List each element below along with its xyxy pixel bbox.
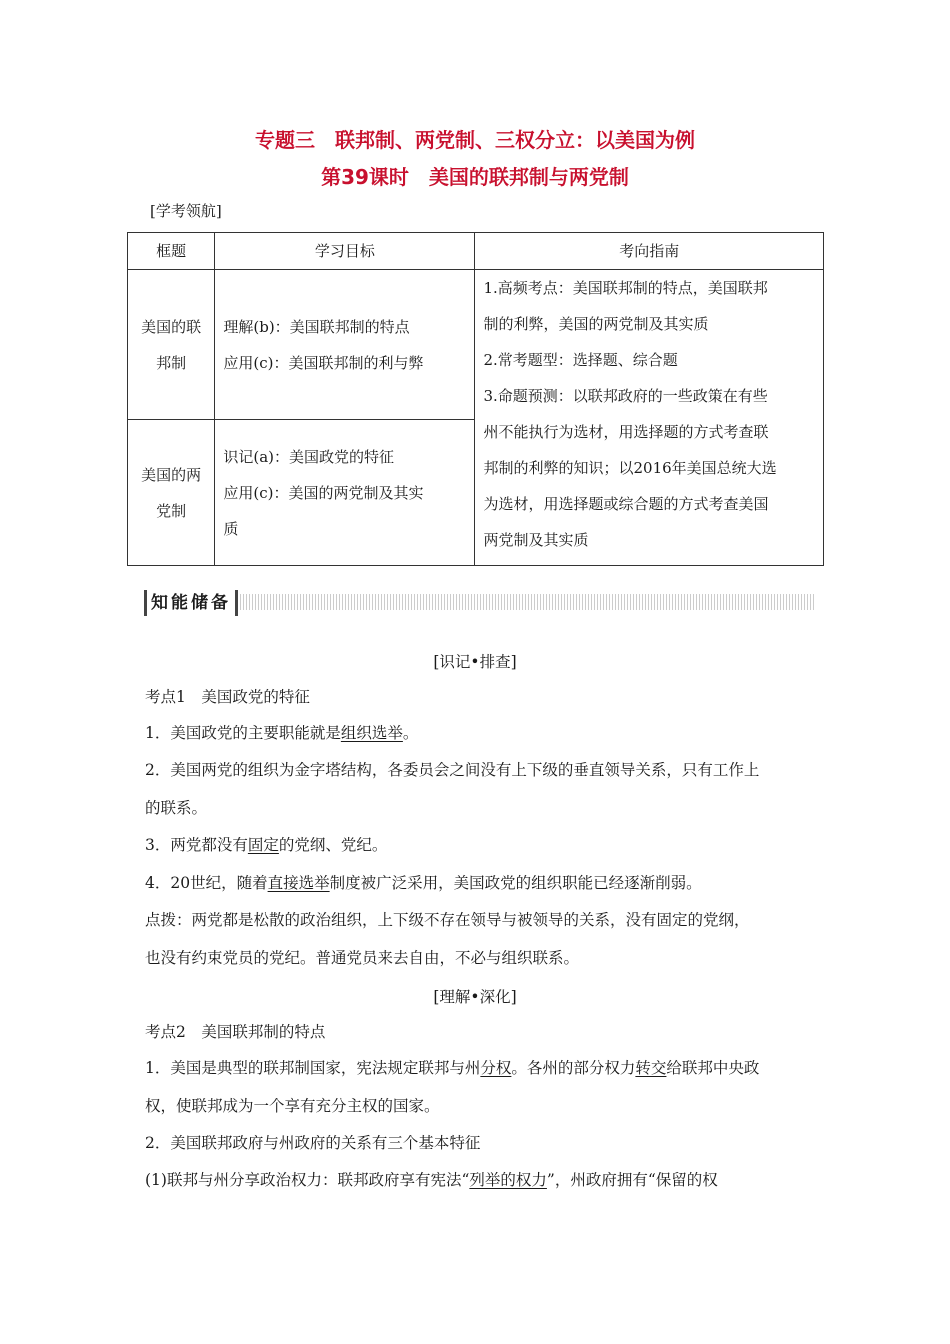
key-term: 固定 — [247, 836, 279, 854]
col-header-topic: 框题 — [128, 233, 215, 270]
list-item: 1．美国政党的主要职能就是组织选举。 — [145, 724, 419, 742]
tip-text: 点拨：两党都是松散的政治组织，上下级不存在领导与被领导的关系，没有固定的党纲， — [145, 911, 750, 929]
goals-cell — [215, 270, 475, 420]
guide-line: 3.命题预测：以联邦政府的一些政策在有些 — [483, 387, 768, 405]
knowledge-banner — [144, 590, 814, 616]
goals-cell — [215, 420, 475, 566]
sub-item: (1)联邦与州分享政治权力：联邦政府享有宪法“列举的权力”，州政府拥有“保留的权 — [145, 1171, 718, 1189]
guide-line: 1.高频考点：美国联邦制的特点，美国联邦 — [483, 279, 768, 297]
point-title: 考点1 美国政党的特征 — [145, 688, 310, 706]
tip-text-continued: 也没有约束党员的党纪。普通党员来去自由，不必与组织联系。 — [145, 949, 580, 967]
point-title: 考点2 美国联邦制的特点 — [145, 1023, 326, 1041]
topic-line: 党制 — [156, 501, 187, 520]
topic-cell — [128, 420, 215, 566]
guide-line: 两党制及其实质 — [483, 531, 589, 549]
guide-line: 为选材，用选择题或综合题的方式考查美国 — [483, 495, 769, 513]
key-term: 直接选举 — [267, 874, 330, 892]
banner-label: 知能储备 — [144, 590, 238, 616]
exam-guide-cell — [475, 270, 824, 566]
list-item: 3．两党都没有固定的党纲、党纪。 — [145, 836, 388, 854]
key-term: 组织选举 — [340, 724, 403, 742]
goal-line: 应用(c)：美国联邦制的利与弊 — [223, 353, 424, 372]
guide-line: 2.常考题型：选择题、综合题 — [483, 351, 678, 369]
goal-line: 理解(b)：美国联邦制的特点 — [223, 317, 410, 336]
goal-line: 质 — [223, 519, 239, 538]
list-item: 2．美国联邦政府与州政府的关系有三个基本特征 — [145, 1134, 481, 1152]
list-item: 2．美国两党的组织为金字塔结构，各委员会之间没有上下级的垂直领导关系，只有工作上 — [145, 761, 760, 779]
guide-line: 邦制的利弊的知识；以2016年美国总统大选 — [483, 459, 777, 477]
study-guide-tag: [学考领航] — [150, 202, 222, 220]
col-header-guide: 考向指南 — [475, 233, 824, 270]
table-header-row — [128, 233, 824, 270]
section-heading-recall: [识记•排查] — [433, 653, 517, 671]
guide-line: 州不能执行为选材，用选择题的方式考查联 — [483, 423, 769, 441]
key-term: 转交 — [635, 1059, 667, 1077]
lesson-title: 第39课时 美国的联邦制与两党制 — [321, 165, 629, 189]
unit-title: 专题三 联邦制、两党制、三权分立：以美国为例 — [255, 128, 695, 152]
list-item: 1．美国是典型的联邦制国家，宪法规定联邦与州分权。各州的部分权力转交给联邦中央政 — [145, 1059, 760, 1077]
key-term: 列举的权力 — [469, 1171, 547, 1189]
topic-cell — [128, 270, 215, 420]
guide-line: 制的利弊，美国的两党制及其实质 — [483, 315, 709, 333]
key-term: 分权 — [480, 1059, 512, 1077]
section-heading-understand: [理解•深化] — [433, 988, 517, 1006]
col-header-goals: 学习目标 — [215, 233, 475, 270]
topic-line: 邦制 — [156, 353, 187, 372]
topic-line: 美国的联 — [141, 317, 202, 336]
goal-line: 识记(a)：美国政党的特征 — [223, 447, 395, 466]
list-item-continued: 的联系。 — [145, 799, 208, 817]
table-row — [128, 270, 824, 420]
list-item-continued: 权，使联邦成为一个享有充分主权的国家。 — [145, 1097, 440, 1115]
banner-stripe-decoration — [240, 594, 814, 610]
topic-line: 美国的两 — [141, 465, 202, 484]
study-guide-table — [127, 232, 824, 566]
list-item: 4．20世纪，随着直接选举制度被广泛采用，美国政党的组织职能已经逐渐削弱。 — [145, 874, 702, 892]
goal-line: 应用(c)：美国的两党制及其实 — [223, 483, 424, 502]
